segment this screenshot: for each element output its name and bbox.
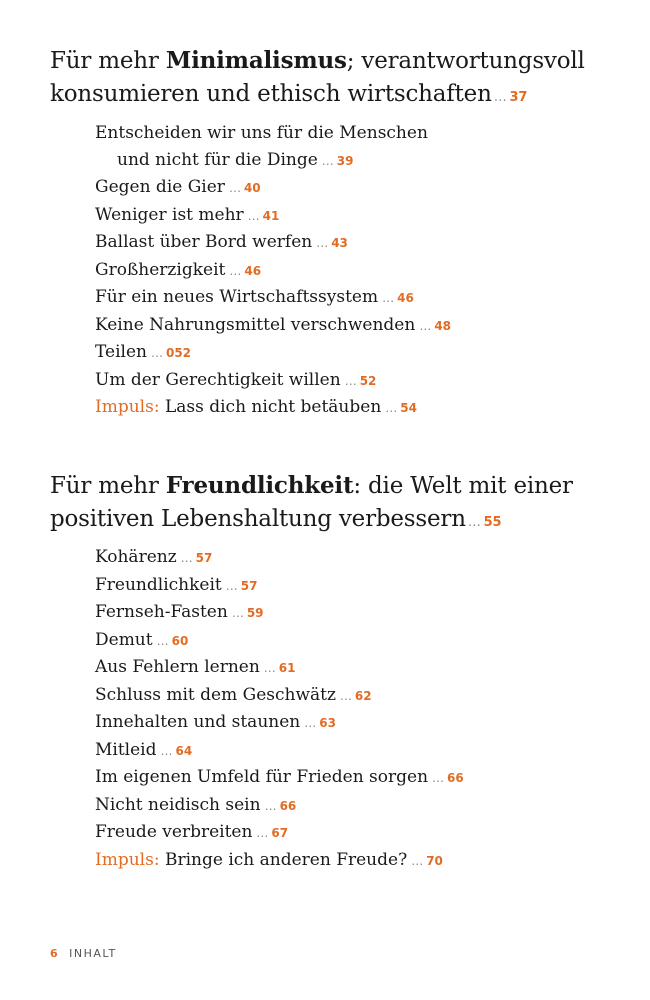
toc-entry-impuls[interactable]: [95, 394, 451, 422]
toc-entry[interactable]: [95, 202, 451, 230]
toc-entry[interactable]: [95, 654, 464, 682]
heading-bold: Minimalismus: [165, 47, 347, 74]
entry-title: Gegen die Gier: [95, 177, 225, 197]
section-heading-freundlichkeit: [50, 469, 610, 539]
entry-dots: …: [339, 688, 352, 703]
entry-title-continued: und nicht für die Dinge: [117, 149, 318, 170]
entry-title: Ballast über Bord werfen: [95, 232, 313, 252]
entry-title: Entscheiden wir uns für die Menschen: [95, 123, 428, 143]
entry-page-number: 57: [240, 578, 258, 593]
entry-dots: …: [180, 551, 193, 565]
entry-dots: …: [264, 798, 277, 813]
entry-title: Keine Nahrungsmittel verschwenden: [95, 314, 416, 335]
entry-title: Nicht neidisch sein: [95, 794, 261, 815]
toc-entry[interactable]: [95, 737, 464, 765]
entry-page-number: 62: [354, 688, 372, 703]
heading-prefix: Für mehr: [50, 48, 166, 74]
entry-title: Weniger ist mehr: [95, 204, 244, 225]
entry-dots: …: [411, 853, 424, 868]
toc-entry[interactable]: [95, 682, 464, 710]
entry-dots: …: [229, 263, 242, 278]
entry-title: Schluss mit dem Geschwätz: [95, 684, 336, 705]
entry-title: Demut: [95, 629, 153, 650]
entry-title: Für ein neues Wirtschaftssystem: [95, 287, 379, 307]
entry-title: Großherzigkeit: [95, 259, 226, 280]
toc-entry[interactable]: [95, 792, 464, 820]
entry-page-number: 66: [279, 798, 297, 813]
entry-dots: …: [225, 578, 238, 593]
entry-dots: …: [316, 236, 329, 250]
entry-dots: …: [432, 771, 445, 785]
entry-page-number: 46: [397, 291, 414, 305]
toc-entry[interactable]: [95, 229, 451, 257]
entry-dots: …: [247, 208, 260, 223]
toc-entry[interactable]: [95, 120, 451, 174]
heading-prefix: Für mehr: [50, 473, 166, 499]
entry-page-number: 70: [426, 853, 443, 868]
impuls-label: Impuls:: [95, 397, 160, 417]
entry-title: Bringe ich anderen Freude?: [159, 849, 408, 870]
entry-page-number: 052: [165, 346, 192, 360]
entry-page-number: 48: [434, 318, 452, 333]
heading-rest: : die Welt mit einer: [353, 473, 573, 499]
entry-dots: …: [231, 606, 244, 620]
entry-dots: …: [321, 153, 334, 168]
page-footer: [50, 947, 117, 960]
entry-title: Fernseh-Fasten: [95, 602, 228, 622]
heading-dots: …: [493, 90, 507, 105]
toc-entry[interactable]: [95, 764, 464, 792]
impuls-label: Impuls:: [95, 849, 160, 870]
footer-label: INHALT: [69, 947, 117, 960]
entry-page-number: 57: [195, 551, 213, 565]
heading-line2: positiven Lebenshaltung verbessern: [50, 506, 466, 532]
entry-dots: …: [150, 346, 163, 360]
entry-list-freundlichkeit: [95, 544, 464, 874]
toc-entry[interactable]: [95, 599, 464, 627]
entry-title: Im eigenen Umfeld für Frieden sorgen: [95, 767, 429, 787]
toc-entry[interactable]: [95, 627, 464, 655]
entry-page-number: 63: [319, 716, 336, 730]
toc-entry[interactable]: [95, 174, 451, 202]
entry-page-number: 39: [336, 153, 354, 168]
toc-entry[interactable]: [95, 544, 464, 572]
entry-title: Freundlichkeit: [95, 574, 222, 595]
toc-entry[interactable]: [95, 312, 451, 340]
entry-dots: …: [156, 633, 169, 648]
entry-page-number: 40: [243, 181, 261, 195]
entry-dots: …: [344, 373, 357, 388]
entry-page-number: 61: [278, 661, 296, 675]
entry-page-number: 46: [244, 263, 262, 278]
entry-page-number: 52: [359, 373, 377, 388]
entry-page-number: 59: [246, 606, 264, 620]
toc-entry[interactable]: [95, 367, 451, 395]
toc-entry[interactable]: [95, 819, 464, 847]
footer-page-number: 6: [50, 947, 60, 960]
toc-entry[interactable]: [95, 284, 451, 312]
entry-title: Kohärenz: [95, 547, 177, 567]
entry-dots: …: [256, 826, 269, 840]
entry-title: Mitleid: [95, 739, 157, 760]
entry-title: Um der Gerechtigkeit willen: [95, 369, 341, 390]
entry-title: Teilen: [95, 342, 147, 362]
entry-title: Lass dich nicht betäuben: [159, 397, 382, 417]
heading-page-number: 37: [509, 90, 528, 105]
entry-page-number: 60: [171, 633, 189, 648]
toc-entry[interactable]: [95, 572, 464, 600]
entry-title: Freude verbreiten: [95, 822, 253, 842]
entry-page-number: 64: [175, 743, 193, 758]
entry-dots: …: [382, 291, 395, 305]
entry-page-number: 43: [331, 236, 348, 250]
entry-dots: …: [304, 716, 317, 730]
toc-entry[interactable]: [95, 709, 464, 737]
entry-dots: …: [263, 661, 276, 675]
entry-dots: …: [228, 181, 241, 195]
heading-rest: ; verantwortungsvoll: [346, 48, 585, 74]
section-heading-minimalismus: [50, 44, 610, 114]
toc-entry[interactable]: [95, 339, 451, 367]
entry-page-number: 66: [447, 771, 464, 785]
heading-bold: Freundlichkeit: [165, 472, 354, 499]
heading-page-number: 55: [483, 515, 502, 530]
heading-dots: …: [467, 515, 481, 530]
entry-title: Aus Fehlern lernen: [95, 657, 260, 677]
entry-dots: …: [419, 318, 432, 333]
toc-entry-impuls[interactable]: [95, 847, 464, 875]
entry-dots: …: [160, 743, 173, 758]
heading-line2: konsumieren und ethisch wirtschaften: [50, 81, 492, 107]
entry-title: Innehalten und staunen: [95, 712, 301, 732]
entry-dots: …: [385, 401, 398, 415]
entry-page-number: 41: [262, 208, 280, 223]
entry-page-number: 67: [271, 826, 289, 840]
toc-entry[interactable]: [95, 257, 451, 285]
entry-list-minimalismus: [95, 120, 451, 422]
entry-page-number: 54: [400, 401, 417, 415]
